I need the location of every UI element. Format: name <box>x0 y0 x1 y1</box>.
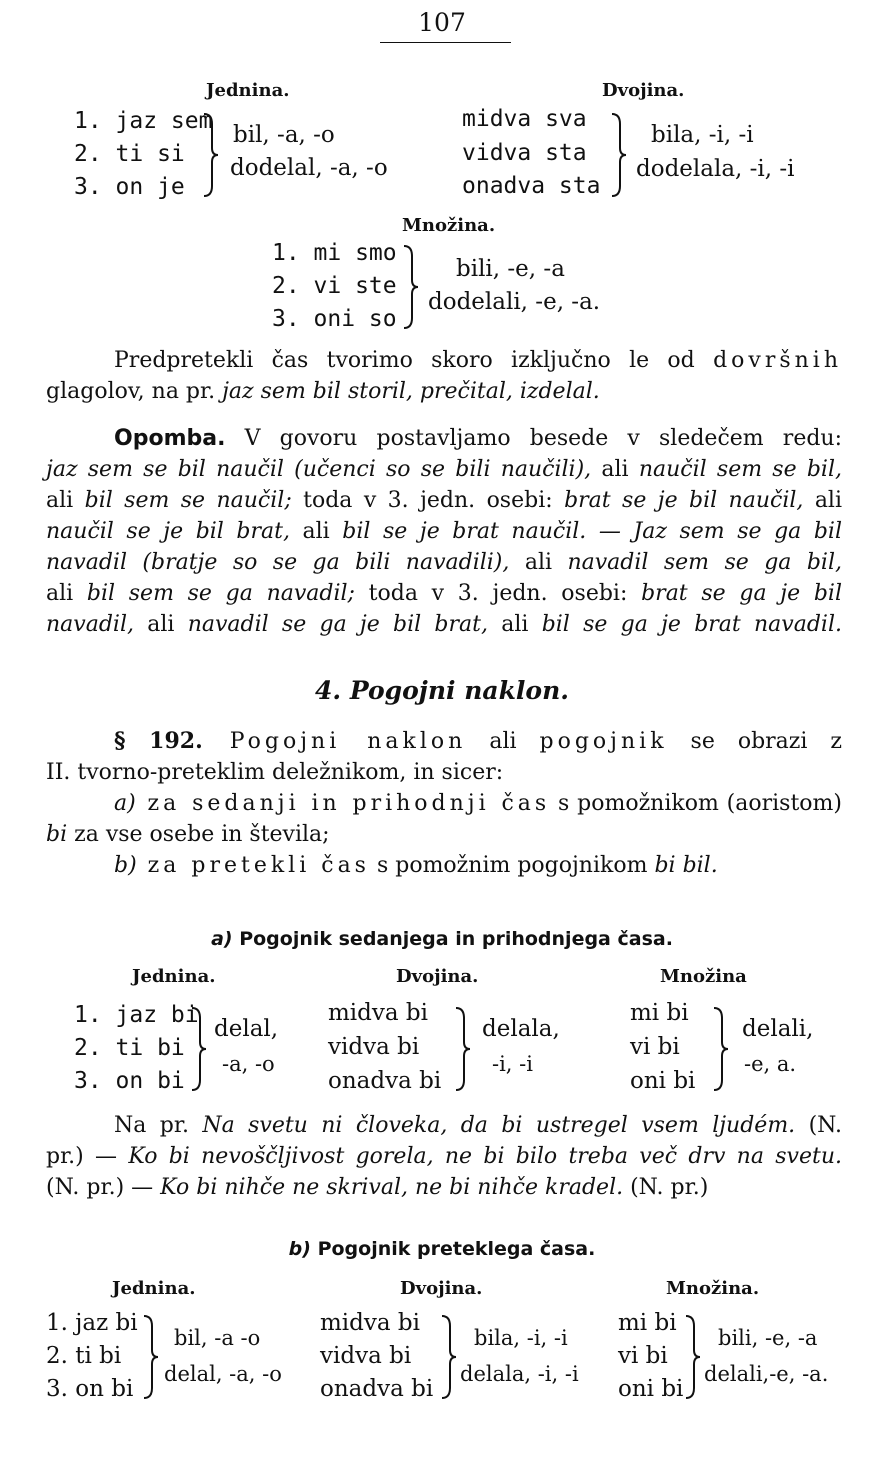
opomba-ex-9: bil sem se ga navadil; <box>86 581 355 606</box>
opomba-ali-6: ali <box>46 581 87 606</box>
subheading-a-mark: a) <box>211 928 233 950</box>
subheading-b <box>0 1238 884 1260</box>
opomba-ex-11: navadil, <box>46 612 134 637</box>
t1-pl-row-2: 2. vi ste <box>272 273 397 299</box>
t2-sg-brace <box>190 1006 210 1092</box>
ex-source-1: (N. <box>795 1113 843 1138</box>
t2-du-row-3: onadva bi <box>328 1068 442 1094</box>
p192-b-end: bi bil. <box>654 853 718 878</box>
t3-sg-row-1: 1. jaz bi <box>46 1310 138 1336</box>
subheading-a-title: Pogojnik sedanjega in prihodnjega časa. <box>232 928 673 950</box>
paragraph-examples <box>46 1110 842 1203</box>
ex-source-1b: pr.) — <box>46 1144 129 1169</box>
opomba-ali-2: ali <box>46 488 85 513</box>
t1-sg-brace <box>202 112 222 198</box>
ex-line-2 <box>46 1141 842 1172</box>
ex-source-3: (N. pr.) <box>623 1175 709 1200</box>
t1-pl-row-1: 1. mi smo <box>272 240 397 266</box>
t2-pl-form-1: delali, <box>742 1016 814 1042</box>
t2-sg-row-3: 3. on bi <box>74 1068 185 1094</box>
p1-spaced-word: dovršnih <box>713 348 842 373</box>
t1-du-brace <box>610 112 630 198</box>
opomba-ex-1: jaz sem se bil naučil (učenci so se bili naučili), <box>46 457 592 482</box>
t3-sg-form-2: delal, -a, -o <box>164 1362 282 1386</box>
opomba-ex-4: brat se je bil naučil, <box>564 488 804 513</box>
t1-du-row-3: onadva sta <box>462 173 601 199</box>
opomba-ex-8: navadil sem se ga bil, <box>567 550 842 575</box>
opomba-ali-1: ali <box>591 457 639 482</box>
subheading-b-title: Pogojnik preteklega časa. <box>310 1238 596 1260</box>
t2-sg-row-2: 2. ti bi <box>74 1035 185 1061</box>
t3-sg-row-2: 2. ti bi <box>46 1343 122 1369</box>
t3-pl-row-2: vi bi <box>618 1343 668 1369</box>
t1-sg-row-1: 1. jaz sem <box>74 108 213 134</box>
t3-heading-plural: Množina. <box>666 1278 760 1299</box>
t1-pl-form-1: bili, -e, -a <box>456 256 565 282</box>
t3-sg-form-1: bil, -a -o <box>174 1326 261 1350</box>
t2-sg-row-1: 1. jaz bi <box>74 1002 199 1028</box>
opomba-ex-2: naučil sem se bil, <box>638 457 842 482</box>
t2-heading-plural: Množina <box>660 966 747 987</box>
p192-a-spaced: za sedanji in prihodnji čas <box>135 791 551 816</box>
t1-heading-dual: Dvojina. <box>602 80 685 101</box>
paragraph-192 <box>46 726 842 881</box>
t1-du-form-2: dodelala, -i, -i <box>636 156 795 182</box>
t3-du-form-1: bila, -i, -i <box>474 1326 568 1350</box>
t2-pl-row-1: mi bi <box>630 1000 689 1026</box>
p192-text-1: se obrazi z <box>667 729 842 754</box>
t2-sg-form-2: -a, -o <box>222 1052 275 1076</box>
p192-a-rest: s pomožnikom (aoristom) <box>550 791 842 816</box>
opomba-ex-3: bil sem se naučil; <box>84 488 292 513</box>
t1-heading-singular: Jednina. <box>206 80 290 101</box>
t2-du-form-2: -i, -i <box>492 1052 533 1076</box>
ex-line-3 <box>46 1172 842 1203</box>
opomba-ali-8: ali <box>487 612 542 637</box>
section-title: 4. Pogojni naklon. <box>315 676 569 705</box>
p192-a-bi: bi <box>46 822 68 847</box>
opomba-line-1 <box>46 423 842 454</box>
ex-source-2: (N. pr.) — <box>46 1175 161 1200</box>
opomba-ali-5: ali <box>509 550 568 575</box>
t1-du-form-1: bila, -i, -i <box>651 122 754 148</box>
p192-line-a <box>46 788 842 819</box>
opomba-ex-10: brat se ga je bil <box>641 581 842 606</box>
opomba-line-6 <box>46 578 842 609</box>
opomba-text-3: toda v 3. jedn. osebi: <box>354 581 642 606</box>
p192-line-b <box>46 850 842 881</box>
opomba-ex-6: bil se je brat naučil. — Jaz sem se ga bil <box>342 519 842 544</box>
t3-pl-row-1: mi bi <box>618 1310 677 1336</box>
p192-line-a2 <box>46 819 842 850</box>
t1-sg-form-2: dodelal, -a, -o <box>230 155 388 181</box>
p192-spaced-1: Pogojni naklon <box>202 729 467 754</box>
t1-pl-row-3: 3. oni so <box>272 306 397 332</box>
p192-number: § 192. <box>114 728 203 754</box>
t3-du-row-2: vidva bi <box>320 1343 412 1369</box>
t2-du-form-1: delala, <box>482 1016 560 1042</box>
opomba-text-2: toda v 3. jedn. osebi: <box>291 488 565 513</box>
p192-a-mark: a) <box>114 791 136 816</box>
p192-ali: ali <box>466 729 540 754</box>
p192-line-1 <box>46 726 842 757</box>
t1-heading-plural: Množina. <box>402 215 496 236</box>
t2-pl-form-2: -e, a. <box>744 1052 797 1076</box>
t2-sg-form-1: delal, <box>214 1016 279 1042</box>
opomba-ex-7: navadil (bratje so se ga bili navadili), <box>46 550 510 575</box>
t1-du-row-1: midva sva <box>462 106 587 132</box>
opomba-ex-12: navadil se ga je bil brat, <box>187 612 488 637</box>
ex-na-pr: Na pr. <box>114 1113 203 1138</box>
t1-sg-form-1: bil, -a, -o <box>233 122 335 148</box>
ex-sentence-1: Na svetu ni človeka, da bi ustregel vsem ljudém. <box>202 1113 796 1138</box>
opomba-line-4 <box>46 516 842 547</box>
subheading-a <box>0 928 884 950</box>
p1-line-2 <box>46 376 842 407</box>
ex-sentence-2: Ko bi nevoščljivost gorela, ne bi bilo treba več drv na svetu. <box>128 1144 842 1169</box>
opomba-ex-5: naučil se je bil brat, <box>46 519 290 544</box>
t3-du-row-1: midva bi <box>320 1310 420 1336</box>
t3-pl-row-3: oni bi <box>618 1376 684 1402</box>
t1-du-row-2: vidva sta <box>462 140 587 166</box>
opomba-line-2 <box>46 454 842 485</box>
t3-du-form-2: delala, -i, -i <box>460 1362 579 1386</box>
t2-heading-dual: Dvojina. <box>396 966 479 987</box>
t1-sg-row-2: 2. ti si <box>74 141 185 167</box>
opomba-ali-7: ali <box>133 612 188 637</box>
t2-du-brace <box>454 1006 474 1092</box>
ex-sentence-3: Ko bi nihče ne skrival, ne bi nihče kradel. <box>160 1175 624 1200</box>
t2-du-row-1: midva bi <box>328 1000 428 1026</box>
header-rule <box>380 42 511 43</box>
p192-b-mark: b) <box>114 853 137 878</box>
p1-text-b: glagolov, na pr. <box>46 379 223 404</box>
t2-pl-row-3: oni bi <box>630 1068 696 1094</box>
p1-line-1 <box>46 345 842 376</box>
t1-pl-brace <box>402 244 422 330</box>
t3-heading-dual: Dvojina. <box>400 1278 483 1299</box>
p192-a-text2: za vse osebe in števila; <box>67 822 330 847</box>
opomba-line-3 <box>46 485 842 516</box>
opomba-text-1: V govoru postavljamo besede v sledečem redu: <box>225 426 842 451</box>
t3-pl-brace <box>684 1314 704 1400</box>
opomba-ali-4: ali <box>289 519 343 544</box>
p1-text-a: Predpretekli čas tvorimo skoro izključno le od <box>114 348 714 373</box>
t3-pl-form-2: delali,-e, -a. <box>704 1362 829 1386</box>
t3-sg-row-3: 3. on bi <box>46 1376 134 1402</box>
t3-sg-brace <box>142 1314 162 1400</box>
t2-du-row-2: vidva bi <box>328 1034 420 1060</box>
t3-pl-form-1: bili, -e, -a <box>718 1326 818 1350</box>
opomba-line-5 <box>46 547 842 578</box>
ex-line-1 <box>46 1110 842 1141</box>
t2-pl-brace <box>712 1006 732 1092</box>
p192-b-rest: s pomožnim pogojnikom <box>369 853 655 878</box>
t3-du-row-3: onadva bi <box>320 1376 434 1402</box>
paragraph-predpretekli <box>46 345 842 407</box>
opomba-ali-3: ali <box>803 488 843 513</box>
opomba-line-7 <box>46 609 842 640</box>
p192-line-2: II. tvorno-preteklim deležnikom, in sicer: <box>46 760 504 785</box>
opomba-label: Opomba. <box>114 426 226 451</box>
opomba-ex-13: bil se ga je brat navadil. <box>541 612 842 637</box>
subheading-b-mark: b) <box>288 1238 311 1260</box>
p1-example: jaz sem bil storil, prečital, izdelal. <box>222 379 600 404</box>
t2-pl-row-2: vi bi <box>630 1034 680 1060</box>
p192-b-spaced: za pretekli čas <box>136 853 370 878</box>
t2-heading-singular: Jednina. <box>132 966 216 987</box>
p192-spaced-2: pogojnik <box>539 729 668 754</box>
paragraph-opomba <box>46 423 842 640</box>
t3-heading-singular: Jednina. <box>112 1278 196 1299</box>
t1-pl-form-2: dodelali, -e, -a. <box>428 289 601 315</box>
page-number: 107 <box>418 8 466 37</box>
t3-du-brace <box>440 1314 460 1400</box>
t1-sg-row-3: 3. on je <box>74 174 185 200</box>
